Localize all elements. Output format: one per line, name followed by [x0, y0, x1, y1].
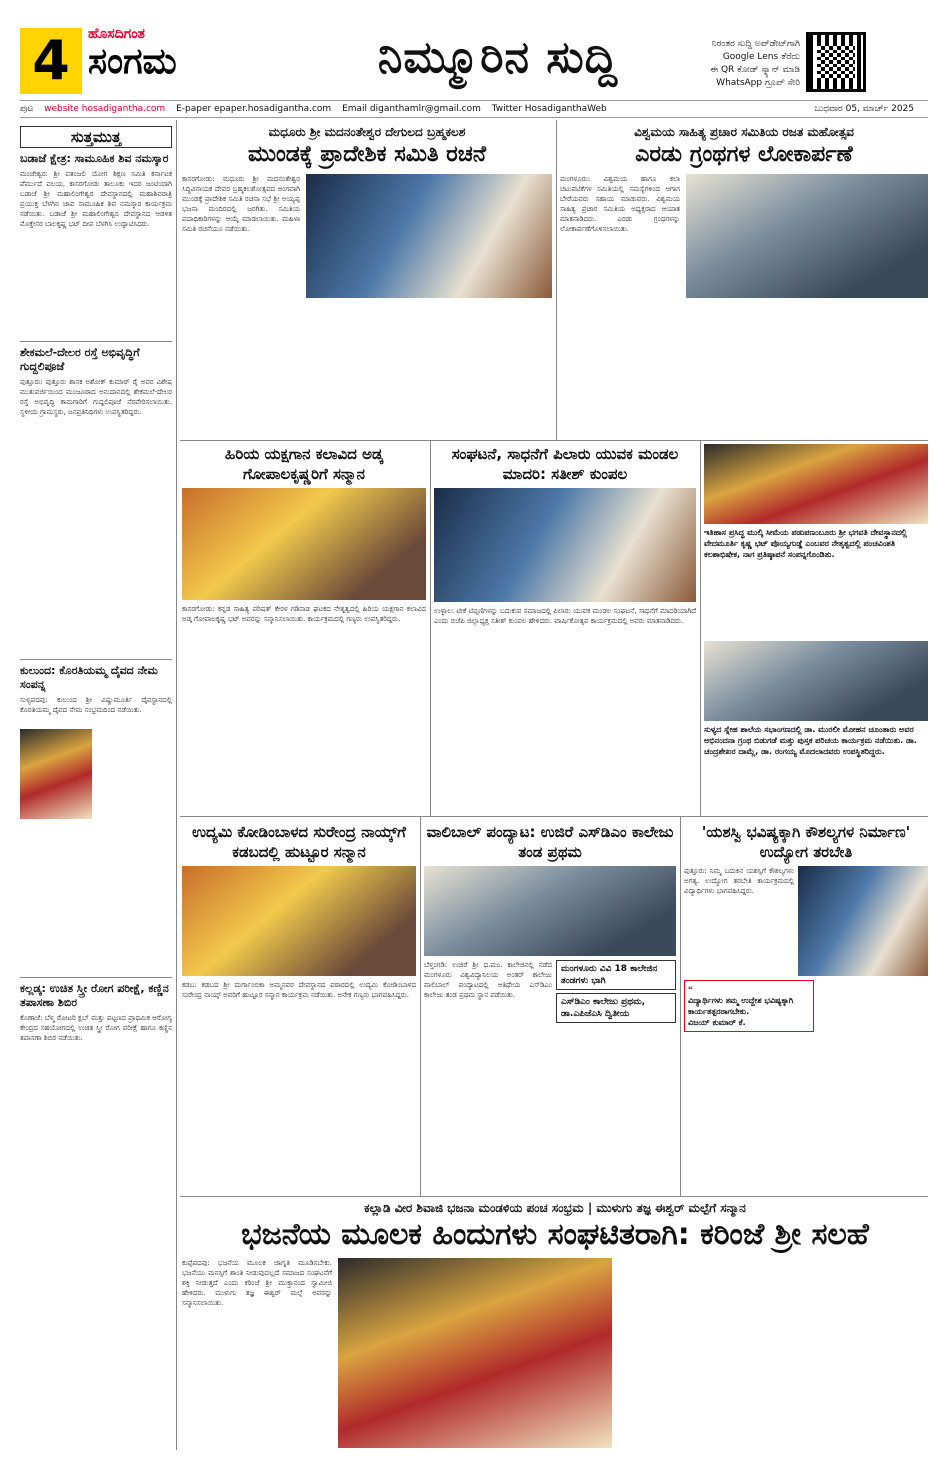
story-headline: ಉದ್ಯಮಿ ಕೋಡಿಂಬಾಳದ ಸುರೇಂದ್ರ ನಾಯ್ಕ್‌ಗೆ ಕಡಬದಲ್ಲಿ ಹುಟ್ಟೂರ ಸನ್ಮಾನ — [192, 823, 406, 861]
story-body-continued — [560, 302, 928, 432]
story-photo — [306, 174, 552, 298]
story-body-continued — [618, 1258, 924, 1448]
story-body-continued — [684, 1036, 928, 1136]
brand-logo — [88, 26, 288, 96]
story-photo — [338, 1258, 612, 1448]
column-rule — [176, 120, 177, 1450]
photo-caption: ಇತಿಹಾಸ ಪ್ರಸಿದ್ಧ ಮುಲ್ಕಿ ಸೀಮೆಯ ಪಡುಪಣಂಬೂರು ಶ್ರೀ ಭಗವತಿ ದೇವಸ್ಥಾನದಲ್ಲಿ ವೇದಮೂರ್ತಿ ಕೃಷ್ಣ ಭಟ್ ಪೊಯ್ಯಗುಡ್ಡೆ ಎಂಬವರ ನೇತೃತ್ವದಲ್ಲಿ ಪಂಚವಿಂಶತಿ ಕಲಶಾಭಿಷೇಕ, ನಾಗ ಪ್ರತಿಷ್ಠಾಪನೆ ಸಂಪನ್ನಗೊಂಡಿತು. — [704, 528, 907, 559]
qr-line: ನಿರಂತರ ಸುದ್ದಿ ಅಪ್‌ಡೇಟ್‌ಗಾಗಿ — [711, 39, 800, 49]
divider — [20, 341, 172, 342]
story-volleyball — [424, 822, 676, 1164]
story-photo — [434, 488, 696, 602]
qr-line: ಈ QR ಕೋಡ್ ಸ್ಕ್ಯಾನ್ ಮಾಡಿ — [710, 65, 800, 75]
highlight-badge: ಎಸ್‌ಡಿಎಂ ಕಾಲೇಜು ಪ್ರಥಮ, ಡಾ.ಎಪಿಜೆಎಸಿ ದ್ವಿತೀಯ — [556, 993, 676, 1023]
row-rule — [180, 816, 928, 817]
deity-photo — [20, 729, 92, 819]
website-link[interactable]: website hosadigantha.com — [44, 104, 166, 114]
story-body: ಕೊಣಾಜೆ: ಬೆಳ್ಮ ರೋಟರಿ ಕ್ಲಬ್ ಮತ್ತು ಪಟ್ಟಣದ ಪ್ರಾಥಮಿಕ ಆರೋಗ್ಯ ಕೇಂದ್ರದ ಸಹಯೋಗದಲ್ಲಿ ಉಚಿತ ಸ್ತ್ರೀ ರೋಗ ಪರೀಕ್ಷೆ ಹಾಗೂ ಕಣ್ಣಿನ ತಪಾಸಣಾ ಶಿಬಿರ ನಡೆಯಿತು. — [20, 1014, 172, 1042]
story-body-continued — [182, 302, 552, 432]
photo-feature — [704, 444, 928, 814]
qr-line: WhatsApp ಗ್ರೂಪ್ ಸೇರಿ — [716, 78, 800, 88]
story-headline: ಎರಡು ಗ್ರಂಥಗಳ ಲೋಕಾರ್ಪಣೆ — [635, 142, 853, 167]
story-body — [20, 823, 172, 973]
qr-instructions — [690, 38, 800, 90]
row-rule — [180, 440, 928, 441]
photo-caption: ಸುಳ್ಯದ ಸ್ನೇಹ ಶಾಲೆಯ ಸಭಾಂಗಣದಲ್ಲಿ ಡಾ. ಮುರಲೀ ಮೋಹನ ಚೂಂತಾರು ಅವರ ಅಭಿನಂದನಾ ಗ್ರಂಥ ಬಿಡುಗಡೆ ಮತ್ತು ಪುಸ್ತಕ ಪರಿಚಯ ಕಾರ್ಯಕ್ರಮ ನಡೆಯಿತು. ಡಾ. ಚಂದ್ರಶೇಖರ ದಾಮ್ಲೆ, ಡಾ. ರಂಗಯ್ಯ ಮೊದಲಾದವರು ಉಪಸ್ಥಿತರಿದ್ದರು. — [704, 725, 917, 756]
brand-small: ಹೊಸದಿಗಂತ — [88, 26, 145, 42]
quote-icon: ❝ — [688, 985, 693, 994]
story-headline: ಹಿರಿಯ ಯಕ್ಷಗಾನ ಕಲಾವಿದ ಅಡ್ಕ ಗೋಪಾಲಕೃಷ್ಣರಿಗೆ ಸನ್ಮಾನ — [225, 445, 383, 483]
qr-line: Google Lens ತೆರೆದು — [722, 52, 800, 62]
quote-box — [684, 980, 814, 1032]
story-body: ಕಾಸರಗೋಡು: ಕನ್ನಡ ಸಾಹಿತ್ಯ ಪರಿಷತ್ ಕೇರಳ ಗಡಿನಾಡ ಘಟಕದ ನೇತೃತ್ವದಲ್ಲಿ ಹಿರಿಯ ಯಕ್ಷಗಾನ ಕಲಾವಿದ ಅಡ್ಕ ಗೋಪಾಲಕೃಷ್ಣ ಭಟ್ ಅವರನ್ನು ಸನ್ಮಾನಿಸಲಾಯಿತು. ಕಾರ್ಯಕ್ರಮದಲ್ಲಿ ಗಣ್ಯರು ಉಪಸ್ಥಿತರಿದ್ದರು. — [182, 605, 426, 623]
story-headline: 'ಯಶಸ್ವಿ ಭವಿಷ್ಯಕ್ಕಾಗಿ ಕೌಶಲ್ಯಗಳ ನಿರ್ಮಾಣ' ಉದ್ಯೋಗ ತರಬೇತಿ — [701, 823, 911, 861]
story-pilaru — [434, 444, 696, 796]
story-headline: ಬಡಾಜೆ ಕ್ಷೇತ್ರ: ಸಾಮೂಹಿಕ ಶಿವ ನಮಸ್ಕಾರ — [20, 152, 169, 165]
story-headline: ಶೇಕಮಲೆ-ದೇಲರ ರಸ್ತೆ ಅಭಿವೃದ್ಧಿಗೆ ಗುದ್ದಲಿಪೂಜೆ — [20, 346, 140, 373]
story-photo — [798, 866, 928, 976]
story-body: ಕಾಸರಗೋಡು: ಮಧೂರು ಶ್ರೀ ಮದನಂತೇಶ್ವರ ಸಿದ್ಧಿವಿನಾಯಕ ದೇವರ ಬ್ರಹ್ಮಕಲಶೋತ್ಸವದ ಅಂಗವಾಗಿ ಮುಂಡಕ್ಕೆ ಪ್ರಾದೇಶಿಕ ಸಮಿತಿ ರಚನಾ ಸಭೆ ಶ್ರೀ ಅಯ್ಯಪ್ಪ ಭಜನಾ ಮಂದಿರದಲ್ಲಿ ಜರಗಿತು. ಸಮಿತಿಯ ಪದಾಧಿಕಾರಿಗಳನ್ನು ಆಯ್ಕೆ ಮಾಡಲಾಯಿತು. ಮಹಿಳಾ ಸಮಿತಿ ರಚನೆಯೂ ನಡೆಯಿತು. — [182, 175, 300, 233]
row-rule — [180, 1196, 928, 1197]
story-headline: ಕಲ್ಲಡ್ಕ: ಉಚಿತ ಸ್ತ್ರೀ ರೋಗ ಪರೀಕ್ಷೆ, ಕಣ್ಣಿನ ತಪಾಸಣಾ ಶಿಬಿರ — [20, 982, 169, 1009]
story-skill-training — [684, 822, 928, 1136]
column-heading: ಸುತ್ತಮುತ್ತ — [20, 126, 172, 148]
story-bhajana — [182, 1200, 928, 1448]
epaper-link[interactable]: E-paper epaper.hosadigantha.com — [176, 104, 332, 114]
story-surendra — [182, 822, 416, 1180]
story-body: ಸುಳ್ಯಪದವು: ಕುಲುಂದ ಶ್ರೀ ವಿಷ್ಣುಮೂರ್ತಿ ದೈವಸ್ಥಾನದಲ್ಲಿ ಕೊರತಿಯಮ್ಮ ದೈವದ ನೇಮ ಸಂಭ್ರಮದಿಂದ ನಡೆಯಿತು. — [20, 696, 172, 714]
story-photo — [182, 866, 416, 976]
masthead — [0, 0, 945, 100]
column-rule — [430, 440, 431, 816]
story-body: ಕುಪ್ಪೆಪದವು: ಭಜನೆಯ ಮೂಲಕ ಜಾಗೃತಿ ಮೂಡಿಸಬೇಕು. ಭಜನೆಯು ಮನಸ್ಸಿಗೆ ಶಾಂತಿ ನೀಡುವುದಲ್ಲದೆ ಸಮಾಜದ ಸಂಘಟನೆಗೆ ಶಕ್ತಿ ನೀಡುತ್ತದೆ ಎಂದು ಕರಿಂಜೆ ಶ್ರೀ ಮುಕ್ತಾನಂದ ಸ್ವಾಮೀಜಿ ಹೇಳಿದರು. ಮುಳುಗು ತಜ್ಞ ಈಶ್ವರ್ ಮಲ್ಪೆ ಅವರನ್ನು ಸನ್ಮಾನಿಸಲಾಯಿತು. — [182, 1259, 332, 1307]
story-book-release — [560, 124, 928, 432]
email-link[interactable]: Email diganthamlr@gmail.com — [342, 104, 481, 114]
story-headline: ಭಜನೆಯ ಮೂಲಕ ಹಿಂದುಗಳು ಸಂಘಟಿತರಾಗಿ: ಕರಿಂಜೆ ಶ್ರೀ ಸಲಹೆ — [241, 1217, 869, 1252]
left-column — [20, 126, 172, 1413]
story-mundakke — [182, 124, 552, 432]
quote-text: ವಿದ್ಯಾರ್ಥಿಗಳು ತಮ್ಮ ಉದ್ದೇಶ ಭವಿಷ್ಯಕ್ಕಾಗಿ ಕಾರ್ಯತತ್ಪರರಾಗಬೇಕು. — [688, 996, 794, 1016]
column-rule — [700, 440, 701, 816]
event-photo — [704, 641, 928, 721]
divider — [20, 659, 172, 660]
story-headline: ವಾಲಿಬಾಲ್ ಪಂದ್ಯಾಟ: ಉಜಿರೆ ಎಸ್‌ಡಿಎಂ ಕಾಲೇಜು ತಂಡ ಪ್ರಥಮ — [426, 823, 674, 861]
story-body: ಕಡಬ: ಕಡಬದ ಶ್ರೀ ದುರ್ಗಾಂಬಿಕಾ ಅಮ್ಮನವರ ದೇವಸ್ಥಾನದ ವಠಾರದಲ್ಲಿ ಉದ್ಯಮಿ ಕೋಡಿಂಬಾಳದ ಸುರೇಂದ್ರ ನಾಯ್ಕ್ ಅವರಿಗೆ ಹುಟ್ಟೂರ ಸನ್ಮಾನ ಕಾರ್ಯಕ್ರಮ ನಡೆಯಿತು. ಅನೇಕ ಗಣ್ಯರು ಭಾಗವಹಿಸಿದ್ದರು. — [182, 981, 416, 999]
story-kicker: ವಿಶ್ವಮಯ ಸಾಹಿತ್ಯ ಪ್ರಚಾರ ಸಮಿತಿಯ ರಜತ ಮಹೋತ್ಸವ — [634, 125, 854, 139]
page-label: ಪುಟ — [20, 104, 34, 114]
info-bar — [20, 100, 928, 118]
twitter-link[interactable]: Twitter HosadiganthaWeb — [491, 104, 607, 114]
story-headline: ಮುಂಡಕ್ಕೆ ಪ್ರಾದೇಶಿಕ ಸಮಿತಿ ರಚನೆ — [248, 142, 486, 167]
issue-date: ಬುಧವಾರ 05, ಮಾರ್ಚ್ 2025 — [814, 104, 914, 114]
story-kicker: ಕಲ್ಲಾಡಿ ವೀರ ಶಿವಾಜಿ ಭಜನಾ ಮಂಡಳಿಯ ಪಂಚ ಸಂಭ್ರಮ | ಮುಳುಗು ತಜ್ಞ ಈಶ್ವರ್ ಮಲ್ಪೆಗೆ ಸನ್ಮಾನ — [364, 1201, 746, 1215]
story-body: ಮಂಗಳೂರು: ವಿಶ್ವಮಯ ಹಾಗೂ ಕಲಾ ಚಟುವಟಿಕೆಗಳ ಸಮಿತಿಯಲ್ಲಿ ಸಮಸ್ಯೆಗಳಿಂದ ಆಗಾಗ ಬೇರೆಯವರು ಸಹಾಯ ಮಾಡುವರು. ವಿಶ್ವಮಯ ಸಾಹಿತ್ಯ ಪ್ರಚಾರ ಸಮಿತಿಯ ಅಧ್ಯಕ್ಷರಾದ ಆಯಾತ ಮಾತನಾಡಿದರು. ಎರಡು ಗ್ರಂಥಗಳನ್ನು ಲೋಕಾರ್ಪಣೆಗೊಳಿಸಲಾಯಿತು. — [560, 175, 680, 233]
column-rule — [556, 120, 557, 440]
column-rule — [680, 816, 681, 1196]
story-kicker: ಮಧೂರು ಶ್ರೀ ಮದನಂತೇಶ್ವರ ದೇಗುಲದ ಬ್ರಹ್ಮಕಲಶ — [268, 125, 466, 139]
quote-author: ವಿಜಯ್ ಕುಮಾರ್ ಕೆ. — [688, 1018, 746, 1027]
story-photo — [424, 866, 676, 956]
story-body: ಉಳ್ಳಾಲ: ಟೀಕೆ ಟಿಪ್ಪಣಿಗಳನ್ನು ಬದುಕುವ ಸಮಾಜದಲ್ಲಿ ಪಿಲಾರು ಯುವಕ ಮಂಡಲ ಸಂಘಟನೆ, ಸಾಧನೆಗೆ ಮಾದರಿಯಾಗಿದೆ ಎಂದು ಬಿಜೆಪಿ ಜಿಲ್ಲಾಧ್ಯಕ್ಷ ಸತೀಶ್ ಕುಂಪಲ ಹೇಳಿದರು. ವಾರ್ಷಿಕೋತ್ಸವ ಕಾರ್ಯಕ್ರಮದಲ್ಲಿ ಅವರು ಮಾತನಾಡಿದರು. — [434, 607, 696, 625]
story-body: ಬೆಳ್ತಂಗಡಿ: ಉಜಿರೆ ಶ್ರೀ ಧ.ಮಂ. ಕಾಲೇಜಿನಲ್ಲಿ ನಡೆದ ಮಂಗಳೂರು ವಿಶ್ವವಿದ್ಯಾನಿಲಯ ಅಂತರ್ ಕಾಲೇಜು ವಾಲಿಬಾಲ್ ಪಂದ್ಯಾಟದಲ್ಲಿ ಆತಿಥೇಯ ಎಸ್‌ಡಿಎಂ ಕಾಲೇಜು ತಂಡ ಪ್ರಥಮ ಸ್ಥಾನ ಪಡೆಯಿತು. — [424, 961, 552, 999]
divider — [20, 977, 172, 978]
section-title: ನಿಮ್ಮೂರಿನ ಸುದ್ದಿ — [377, 32, 619, 83]
story-yakshagana — [182, 444, 426, 804]
story-body-continued — [424, 1034, 676, 1164]
story-photo — [182, 488, 426, 600]
page-number: 4 — [20, 28, 82, 94]
story-body: ಪುತ್ತೂರು: ಪುತ್ತೂರು ಶಾಸಕ ಅಶೋಕ್ ಕುಮಾರ್ ರೈ ಅವರ ವಿಶೇಷ ಮುತುವರ್ಜಿಯಿಂದ ಮಂಜೂರಾದ ಅನುದಾನದಲ್ಲಿ ಶೇಕಮಲೆ-ದೇಲರ ರಸ್ತೆ ಅಭಿವೃದ್ಧಿ ಕಾಮಗಾರಿಗೆ ಗುದ್ದಲಿಪೂಜೆ ನೆರವೇರಿಸಲಾಯಿತು. ಸ್ಥಳೀಯ ಗ್ರಾಮಸ್ಥರು, ಜನಪ್ರತಿನಿಧಿಗಳು ಉಪಸ್ಥಿತರಿದ್ದರು. — [20, 378, 172, 416]
story-photo — [686, 174, 928, 298]
brand-name: ಸಂಗಮ — [88, 41, 177, 82]
story-headline: ಕುಲುಂದ: ಕೊರತಿಯಮ್ಮ ದೈವದ ನೇಮ ಸಂಪನ್ನ — [20, 664, 158, 691]
story-body: ಪುತ್ತೂರು: ನಿಮ್ಮ ಬದುಕಿನ ಯಶಸ್ಸಿಗೆ ಕೌಶಲ್ಯಗಳು ಅಗತ್ಯ. ಉದ್ಯೋಗ ತರಬೇತಿ ಕಾರ್ಯಕ್ರಮದಲ್ಲಿ ವಿದ್ಯಾರ್ಥಿಗಳು ಭಾಗವಹಿಸಿದ್ದರು. — [684, 867, 794, 895]
highlight-badge: ಮಂಗಳೂರು ವಿವಿ 18 ಕಾಲೇಜಿನ ತಂಡಗಳು ಭಾಗಿ — [556, 960, 676, 990]
story-headline: ಸಂಘಟನೆ, ಸಾಧನೆಗೆ ಪಿಲಾರು ಯುವಕ ಮಂಡಲ ಮಾದರಿ: ಸತೀಶ್ ಕುಂಪಲ — [451, 445, 679, 483]
qr-code-icon[interactable] — [806, 32, 866, 92]
story-body: ಮಂಜೇಶ್ವರ: ಶ್ರೀ ಪತಂಜಲಿ ಯೋಗ ಶಿಕ್ಷಣ ಸಮಿತಿ ಕರ್ನಾಟಕ ಪೆರ್ಮುದೆ ವಲಯ, ಕಾಸರಗೋಡು ತಾಲೂಕು ಇದರ ಜಂಟಿಯಾಗಿ ಬಡಾಜೆ ಶ್ರೀ ಮಹಾಲಿಂಗೇಶ್ವರ ದೇವಸ್ಥಾನದಲ್ಲಿ ಮಹಾಶಿವರಾತ್ರಿ ಪ್ರಯುಕ್ತ ಬೆಳಗಿನ ಜಾವ ಸಾಮೂಹಿಕ ಶಿವ ನಮಸ್ಕಾರ ಕಾರ್ಯಕ್ರಮ ನಡೆಯಿತು. ಬಡಾಜೆ ಶ್ರೀ ಮಹಾಲಿಂಗೇಶ್ವರ ದೇವಸ್ಥಾನದ ಆಡಳಿತ ಮೊಕ್ತೇಸರ ಬಾಲಕೃಷ್ಣ ಭಟ್ ದೀಪ ಬೆಳಗಿಸಿ ಉದ್ಘಾಟಿಸಿದರು. — [20, 170, 172, 228]
column-rule — [420, 816, 421, 1196]
temple-photo — [704, 444, 928, 524]
